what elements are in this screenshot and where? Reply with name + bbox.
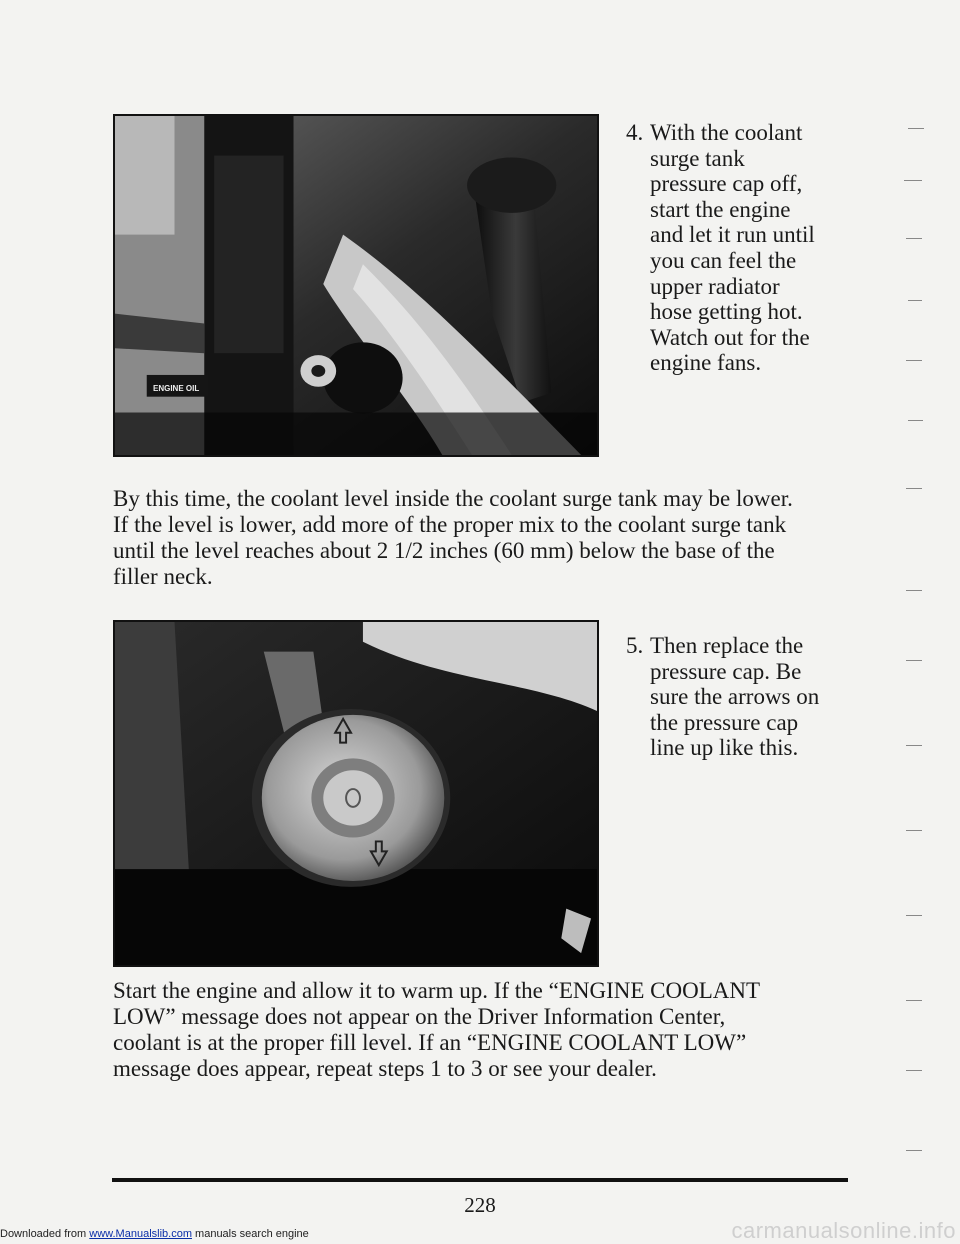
download-source-line: [0, 1228, 309, 1241]
watermark: carmanualsonline.info: [731, 1218, 956, 1243]
step-4-text: With the coolant surge tank pressure cap off, start the engine and let it run until you can feel the upper radiator hose getting hot. Watch out for the engine fans.: [650, 120, 815, 376]
paragraph-coolant-level: By this time, the coolant level inside the coolant surge tank may be lower. If the level is lower, add more of the proper mix to the coolant surge tank until the level reaches about 2 1/2 inches (60 mm) below the base of the filler neck.: [113, 486, 793, 589]
download-prefix: Downloaded from: [0, 1228, 90, 1240]
engine-oil-label: ENGINE OIL: [153, 384, 200, 393]
engine-photo-image: [115, 116, 597, 455]
page-number: 228: [464, 1193, 496, 1217]
step-5-number: 5.: [626, 633, 644, 658]
footer-rule: [112, 1178, 848, 1182]
paragraph-warm-up: Start the engine and allow it to warm up. If the “ENGINE COOLANT LOW” message does not appear on the Driver Information Center, coolant is at the proper fill level. If an “ENGINE COOLANT LOW” message does appear, repeat steps 1 to 3 or see your dealer.: [113, 978, 761, 1081]
step-4-number: 4.: [626, 120, 644, 145]
manualslib-link[interactable]: www.Manualslib.com: [89, 1228, 192, 1240]
download-suffix: manuals search engine: [191, 1228, 309, 1240]
step-5-text: Then replace the pressure cap. Be sure the arrows on the pressure cap line up like this.: [650, 633, 820, 761]
pressure-cap-photo: [113, 620, 599, 967]
step-4: [626, 120, 876, 380]
step-5: [626, 633, 876, 763]
pressure-cap-image: [115, 622, 597, 965]
engine-photo: [113, 114, 599, 457]
